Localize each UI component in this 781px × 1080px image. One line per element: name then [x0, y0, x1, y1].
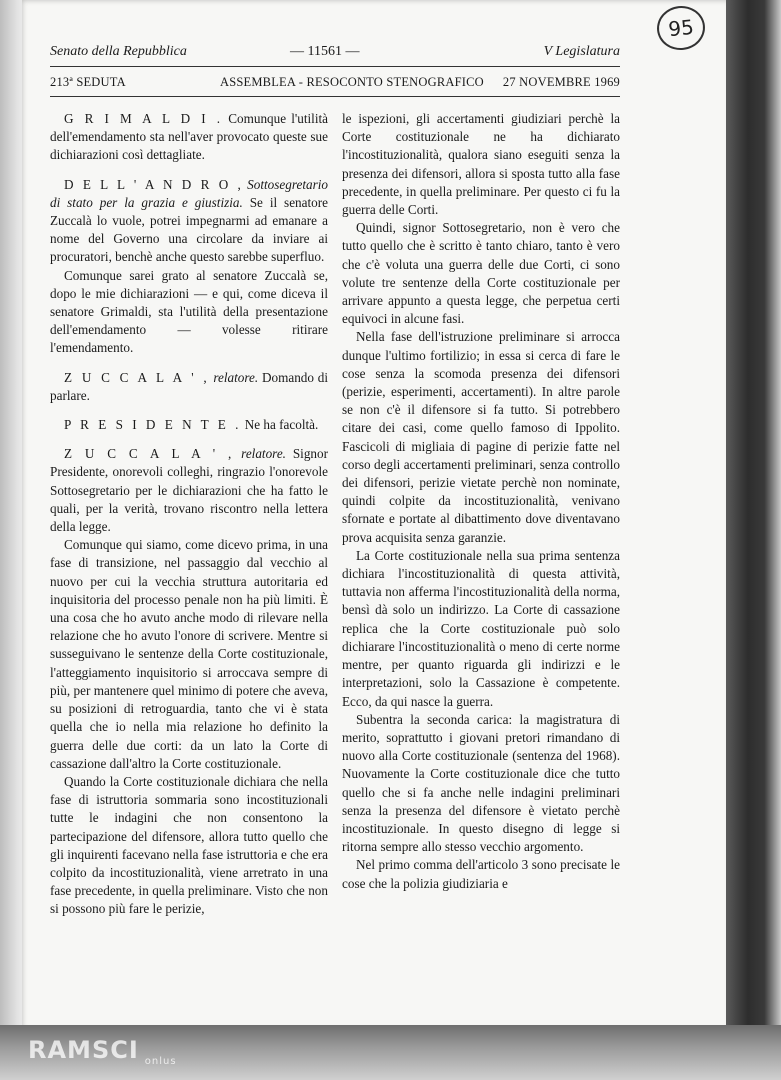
paragraph: Nel primo comma dell'articolo 3 sono precisate le cose che la polizia giudiziaria e: [342, 857, 620, 891]
watermark-subtext: onlus: [144, 1055, 177, 1067]
header-report-type: ASSEMBLEA - RESOCONTO STENOGRAFICO: [220, 75, 484, 89]
header-legislature: V Legislatura: [543, 44, 620, 59]
header-rule-bottom: [50, 96, 620, 97]
header-senate: Senato della Repubblica: [50, 44, 187, 59]
paragraph: Quando la Corte costituzionale dichiara che nella fase di istruttoria sommaria sono incostituzionali tutte le indagini che non consentono la partecipazione del difensore, allora tutto quello che gli inquirenti facevano nella fase istruttoria e che era colpito da incostituzionalità, viene arretrato in una fase precedente, in quella preliminare. Visto che non si possono più fare le perizie,: [50, 773, 328, 917]
paragraph: Nella fase dell'istruzione preliminare si arrocca dunque l'ultimo fortilizio; in essa si cerca di fare le cose senza la scomoda presenza dei difensori (perizie, esperimenti, accertamenti). In altre parole se non c'è il difensore si fa tutto. Si potrebbero citare dei casi, come quello famoso di Ippolito. Fascicoli di migliaia di pagine di perizie fatte nel corso degli accertamenti preliminari, senza controllo dei difensori, perizie vietate perchè non nominate, quindi colpite da incostituzionalità, venivano sfornate e portate al dibattimento dove diventavano prova acquisita senza garanzie.: [342, 329, 620, 545]
header-session: 213ª SEDUTA: [50, 75, 126, 89]
paragraph: Subentra la seconda carica: la magistratura di merito, soprattutto i giovani pretori rimandano di nuovo alla Corte costituzionale (sentenza del 1968). Nuovamente la Corte costituzionale dice che tutto quello che si fa anche nelle indagini preliminari senza la presenza del difensore è vietato perchè incostituzionale. In questo disegno di legge si ritorna sempre allo stesso vecchio argomento.: [342, 711, 620, 855]
speaker-name: P R E S I D E N T E .: [64, 417, 242, 433]
page-header: [50, 44, 620, 64]
paragraph: Quindi, signor Sottosegretario, non è vero che tutto quello che è scritto è tanto chiaro, tanto è vero che c'è voluta una guerra delle due Corti, ci sono volute tre sentenze della Corte costituzionale per arrivare appunto a questa legge, che perpetua certi equivoci in alcune fasi.: [342, 220, 620, 327]
paragraph: le ispezioni, gli accertamenti giudiziari perchè la Corte costituzionale ne ha dichiarato l'incostituzionalità, qualora siano eseguiti senza la presenza dei difensori, allora si sposta tutto alla fase precedente, in quella preliminare. Per questo ci fu la guerra delle Corti.: [342, 111, 620, 218]
left-column: [50, 110, 328, 919]
header-rule-top: [50, 66, 620, 67]
archive-watermark: [28, 1025, 178, 1075]
paragraph: La Corte costituzionale nella sua prima sentenza dichiara l'incostituzionalità di questa attività, tuttavia non afferma l'incostituzionalità della norma, bensì dà solo un indirizzo. La Corte di cassazione replica che la Corte costituzionale può solo dichiarare l'incostituzionalità o meno di certe norme mentre, per quanto riguarda gli indirizzi e le interpretazioni, solo la Cassazione è competente. Ecco, da qui nasce la guerra.: [342, 547, 620, 709]
speaker-role: relatore.: [209, 369, 259, 385]
scan-binding-shadow: [726, 0, 781, 1080]
paragraph: Comunque sarei grato al senatore Zuccalà se, dopo le mie dichiarazioni — e qui, come diceva il senatore Grimaldi, sta l'utilità della presentazione dell'emendamento — volesse ritirare l'emendamento.: [50, 267, 328, 356]
speaker-name: D E L L ' A N D R O ,: [64, 176, 244, 192]
paragraph: D E L L ' A N D R O , Sottosegretario di stato per la grazia e giustizia. Se il senatore Zuccalà lo vuole, potrei impegnarmi ad emanare a nome del Governo una circolare da inviare ai procuratori, benchè anche questo sarebbe superfluo.: [50, 176, 328, 265]
speaker-role: relatore.: [234, 446, 286, 462]
header-page-number: — 11561 —: [290, 44, 360, 59]
right-column: [342, 110, 620, 893]
handwritten-page-number: 95: [655, 4, 707, 53]
speaker-role: Sottosegretario di stato per la grazia e giustizia.: [50, 176, 328, 210]
watermark-logo-text: RAMSCI: [28, 1036, 139, 1064]
paragraph: Z U C C A L A ' , relatore. Signor Presidente, onorevoli colleghi, ringrazio l'onorevole Sottosegretario per le dichiarazioni che ha fatto le quali, per la verità, trovano riscontro nella lettera della legge.: [50, 446, 329, 535]
header-date: 27 NOVEMBRE 1969: [502, 75, 620, 89]
speaker-name: Z U C C A L A ' ,: [64, 369, 210, 385]
speaker-name: Z U C C A L A ' ,: [64, 446, 235, 462]
speaker-name: G R I M A L D I .: [64, 111, 224, 126]
paragraph: G R I M A L D I . Comunque l'utilità dell'emendamento sta nell'aver provocato queste sue dichiarazioni così dettagliate.: [50, 111, 328, 163]
paragraph: Z U C C A L A ' , relatore. Domando di parlare.: [50, 369, 328, 403]
paragraph: Comunque qui siamo, come dicevo prima, in una fase di transizione, nel passaggio dal vecchio al nuovo per cui la vecchia struttura autoritaria ed inquisitoria del processo penale non ha più limiti. È una cosa che ho avuto anche modo di rilevare nella relazione che ho avuto l'onore di scrivere. Mentre si susseguivano le sentenze della Corte costituzionale, l'atteggiamento inquisitorio si arroccava sempre di più, per mantenere quel minimo di potere che aveva, su posizioni di retroguardia, tanto che vi è stata quella che io nella mia relazione ho definito la guerra delle due corti: da un lato la Corte di cassazione dall'altro la Corte costituzionale.: [50, 537, 328, 771]
paragraph: P R E S I D E N T E . Ne ha facoltà.: [64, 417, 319, 433]
page-subheader: [50, 75, 620, 95]
